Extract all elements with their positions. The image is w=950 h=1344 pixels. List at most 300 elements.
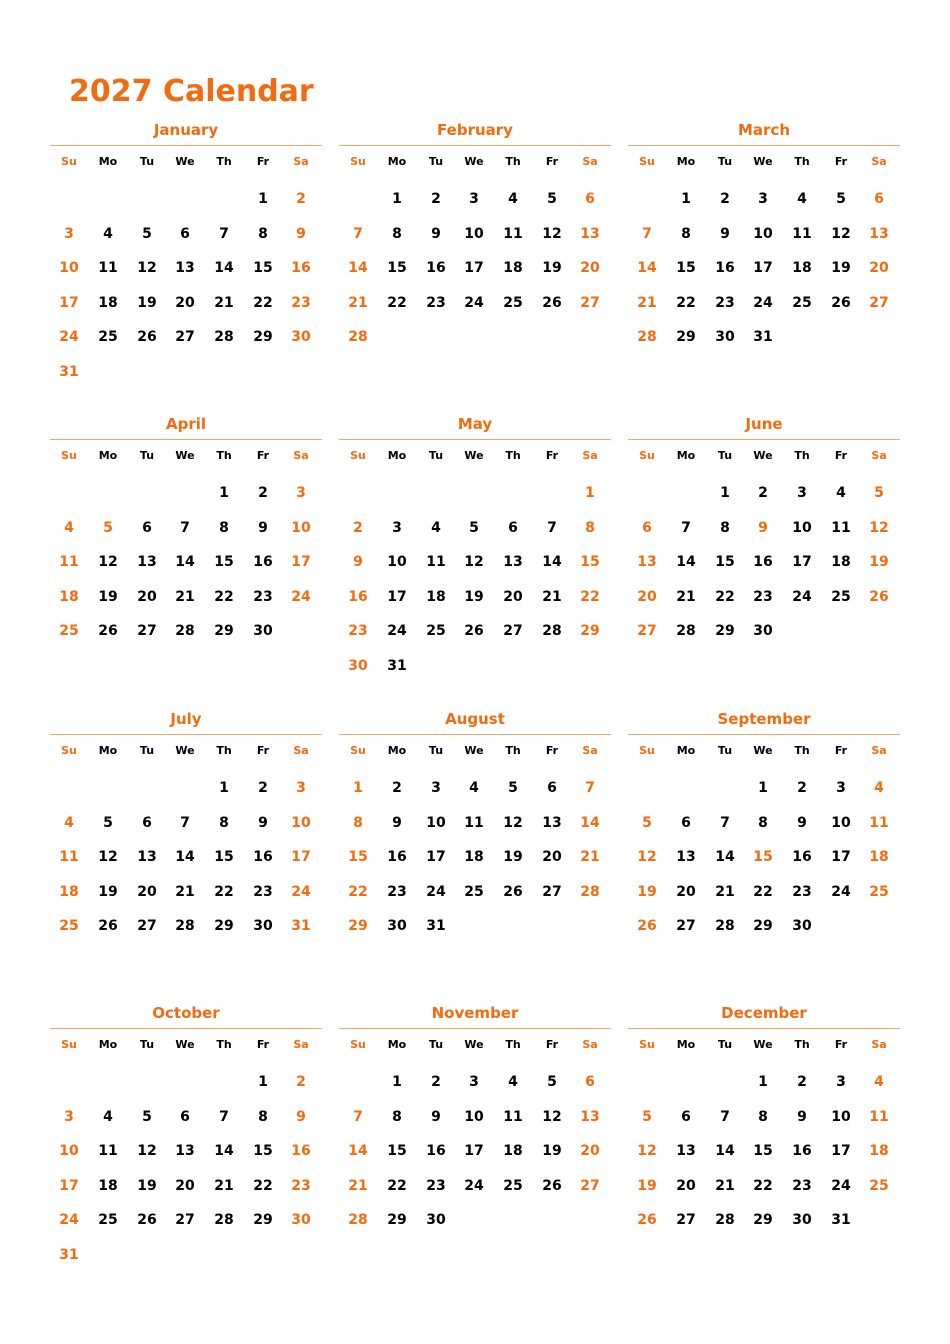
day-cell: 12 — [869, 519, 889, 536]
day-cell: 28 — [676, 623, 696, 639]
day-cell: 25 — [59, 918, 79, 934]
day-cell: 10 — [59, 1143, 79, 1159]
day-cell: 8 — [720, 519, 730, 536]
day-cell: 30 — [253, 918, 273, 934]
day-cell: 9 — [797, 1108, 807, 1125]
day-cell: 11 — [792, 225, 812, 242]
weekday-label: Fr — [545, 1038, 559, 1051]
day-cell: 11 — [464, 814, 484, 831]
day-cell: 17 — [59, 294, 79, 311]
day-cell: 9 — [258, 519, 268, 536]
day-cell: 17 — [464, 1143, 484, 1159]
day-cell: 6 — [681, 814, 691, 831]
day-cell: 31 — [59, 1246, 79, 1263]
weekday-label: We — [464, 155, 484, 168]
day-cell: 17 — [387, 588, 407, 605]
weekday-label: We — [753, 744, 773, 757]
day-cell: 20 — [869, 260, 889, 276]
month-divider — [50, 145, 322, 146]
day-cell: 19 — [98, 883, 118, 900]
day-cell: 10 — [831, 814, 851, 831]
day-cell: 20 — [137, 588, 157, 605]
day-cell: 14 — [676, 554, 696, 570]
day-cell: 18 — [59, 883, 79, 900]
day-cell: 28 — [715, 1212, 735, 1228]
day-cell: 18 — [503, 260, 523, 276]
day-cell: 5 — [469, 519, 479, 536]
day-cell: 13 — [542, 814, 562, 831]
day-cell: 27 — [869, 294, 889, 311]
day-cell: 20 — [175, 1177, 195, 1194]
day-cell: 7 — [720, 814, 730, 831]
day-cell: 23 — [792, 1177, 812, 1194]
day-cell: 8 — [392, 1108, 402, 1125]
day-cell: 4 — [64, 519, 74, 536]
day-cell: 20 — [503, 588, 523, 605]
month-june — [628, 412, 900, 682]
day-cell: 19 — [637, 1177, 657, 1194]
day-cell: 6 — [585, 191, 595, 207]
day-cell: 7 — [219, 225, 229, 242]
day-cell: 23 — [792, 883, 812, 900]
day-cell: 4 — [508, 1074, 518, 1090]
day-cell: 19 — [542, 1143, 562, 1159]
day-cell: 3 — [469, 1074, 479, 1090]
day-cell: 23 — [715, 294, 735, 311]
day-cell: 20 — [676, 1177, 696, 1194]
day-cell: 18 — [869, 1143, 889, 1159]
weekday-label: Tu — [139, 744, 155, 757]
day-cell: 8 — [258, 225, 268, 242]
weekday-label: Th — [505, 155, 521, 168]
day-cell: 29 — [253, 329, 273, 345]
weekday-label: Fr — [545, 744, 559, 757]
day-cell: 28 — [637, 329, 657, 345]
weekday-label: Tu — [717, 155, 733, 168]
day-cell: 30 — [253, 623, 273, 639]
day-cell: 2 — [258, 780, 268, 796]
day-cell: 26 — [869, 588, 889, 605]
day-cell: 23 — [291, 294, 311, 311]
day-cell: 15 — [387, 260, 407, 276]
day-cell: 14 — [348, 260, 368, 276]
day-cell: 26 — [542, 1177, 562, 1194]
day-cell: 4 — [508, 191, 518, 207]
day-cell: 21 — [676, 588, 696, 605]
day-cell: 14 — [715, 1143, 735, 1159]
day-cell: 10 — [291, 519, 311, 536]
weekday-label: Su — [61, 744, 77, 757]
day-cell: 29 — [676, 329, 696, 345]
day-cell: 20 — [580, 260, 600, 276]
day-cell: 8 — [758, 814, 768, 831]
weekday-label: Tu — [717, 1038, 733, 1051]
day-cell: 19 — [464, 588, 484, 605]
day-cell: 14 — [175, 554, 195, 570]
day-cell: 1 — [353, 780, 363, 796]
day-cell: 5 — [103, 519, 113, 536]
weekday-label: We — [464, 1038, 484, 1051]
day-cell: 29 — [753, 918, 773, 934]
day-cell: 25 — [831, 588, 851, 605]
day-cell: 6 — [180, 1108, 190, 1125]
day-cell: 28 — [542, 623, 562, 639]
day-cell: 29 — [580, 623, 600, 639]
day-cell: 20 — [637, 588, 657, 605]
day-cell: 31 — [59, 363, 79, 380]
day-cell: 1 — [258, 1074, 268, 1090]
day-cell: 23 — [387, 883, 407, 900]
day-cell: 29 — [753, 1212, 773, 1228]
month-february — [339, 118, 611, 388]
weekday-label: Fr — [545, 449, 559, 462]
day-cell: 5 — [642, 1108, 652, 1125]
day-cell: 16 — [387, 849, 407, 865]
day-cell: 4 — [64, 814, 74, 831]
month-january — [50, 118, 322, 388]
day-cell: 8 — [219, 814, 229, 831]
weekday-label: Th — [794, 1038, 810, 1051]
day-cell: 7 — [720, 1108, 730, 1125]
day-cell: 30 — [348, 657, 368, 674]
day-cell: 18 — [59, 588, 79, 605]
day-cell: 24 — [831, 1177, 851, 1194]
weekday-label: Mo — [387, 1038, 407, 1051]
day-cell: 30 — [291, 1212, 311, 1228]
day-cell: 1 — [219, 780, 229, 796]
day-cell: 4 — [103, 225, 113, 242]
day-cell: 6 — [142, 814, 152, 831]
day-cell: 26 — [831, 294, 851, 311]
month-name: January — [153, 121, 219, 139]
day-cell: 4 — [797, 191, 807, 207]
day-cell: 10 — [464, 1108, 484, 1125]
day-cell: 1 — [219, 485, 229, 501]
day-cell: 14 — [175, 849, 195, 865]
weekday-label: Sa — [582, 1038, 598, 1051]
day-cell: 5 — [547, 1074, 557, 1090]
day-cell: 3 — [64, 1108, 74, 1125]
day-cell: 19 — [831, 260, 851, 276]
day-cell: 9 — [431, 1108, 441, 1125]
day-cell: 27 — [542, 883, 562, 900]
day-cell: 17 — [291, 849, 311, 865]
day-cell: 12 — [503, 814, 523, 831]
day-cell: 8 — [681, 225, 691, 242]
day-cell: 20 — [542, 849, 562, 865]
day-cell: 21 — [175, 883, 195, 900]
day-cell: 2 — [353, 519, 363, 536]
day-cell: 28 — [214, 1212, 234, 1228]
day-cell: 3 — [758, 191, 768, 207]
weekday-label: Mo — [98, 1038, 118, 1051]
day-cell: 26 — [503, 883, 523, 900]
month-divider — [50, 439, 322, 440]
day-cell: 12 — [637, 1143, 657, 1159]
month-divider — [339, 734, 611, 735]
day-cell: 23 — [426, 1177, 446, 1194]
day-cell: 23 — [253, 883, 273, 900]
month-may — [339, 412, 611, 682]
month-april — [50, 412, 322, 682]
day-cell: 21 — [348, 294, 368, 311]
day-cell: 9 — [758, 519, 768, 536]
day-cell: 19 — [137, 294, 157, 311]
day-cell: 21 — [637, 294, 657, 311]
day-cell: 11 — [869, 1108, 889, 1125]
day-cell: 21 — [214, 294, 234, 311]
day-cell: 16 — [753, 554, 773, 570]
weekday-label: Sa — [293, 155, 309, 168]
day-cell: 23 — [291, 1177, 311, 1194]
day-cell: 3 — [64, 225, 74, 242]
day-cell: 13 — [580, 1108, 600, 1125]
day-cell: 27 — [637, 623, 657, 639]
day-cell: 11 — [98, 260, 118, 276]
day-cell: 9 — [797, 814, 807, 831]
day-cell: 22 — [715, 588, 735, 605]
month-divider — [628, 439, 900, 440]
day-cell: 25 — [869, 883, 889, 900]
day-cell: 28 — [348, 329, 368, 345]
day-cell: 9 — [258, 814, 268, 831]
day-cell: 5 — [836, 191, 846, 207]
day-cell: 26 — [542, 294, 562, 311]
weekday-label: Th — [794, 155, 810, 168]
weekday-label: We — [753, 1038, 773, 1051]
day-cell: 22 — [214, 883, 234, 900]
weekday-label: We — [464, 744, 484, 757]
day-cell: 6 — [874, 191, 884, 207]
day-cell: 25 — [869, 1177, 889, 1194]
day-cell: 16 — [253, 849, 273, 865]
day-cell: 6 — [508, 519, 518, 536]
day-cell: 6 — [180, 225, 190, 242]
day-cell: 3 — [836, 780, 846, 796]
day-cell: 25 — [426, 623, 446, 639]
day-cell: 7 — [180, 519, 190, 536]
day-cell: 5 — [142, 225, 152, 242]
day-cell: 15 — [753, 849, 773, 865]
weekday-label: Mo — [98, 155, 118, 168]
month-november — [339, 1001, 611, 1271]
day-cell: 20 — [580, 1143, 600, 1159]
day-cell: 4 — [103, 1108, 113, 1125]
day-cell: 14 — [348, 1143, 368, 1159]
weekday-label: Tu — [428, 155, 444, 168]
day-cell: 31 — [387, 657, 407, 674]
weekday-label: Fr — [834, 155, 848, 168]
day-cell: 18 — [98, 1177, 118, 1194]
weekday-label: Mo — [676, 744, 696, 757]
day-cell: 23 — [426, 294, 446, 311]
day-cell: 23 — [253, 588, 273, 605]
day-cell: 13 — [503, 554, 523, 570]
day-cell: 9 — [392, 814, 402, 831]
weekday-label: Su — [639, 1038, 655, 1051]
month-divider — [50, 734, 322, 735]
day-cell: 5 — [874, 485, 884, 501]
day-cell: 6 — [681, 1108, 691, 1125]
day-cell: 15 — [348, 849, 368, 865]
day-cell: 25 — [792, 294, 812, 311]
day-cell: 2 — [797, 780, 807, 796]
weekday-label: Sa — [582, 449, 598, 462]
day-cell: 24 — [464, 294, 484, 311]
day-cell: 7 — [547, 519, 557, 536]
day-cell: 25 — [98, 329, 118, 345]
day-cell: 16 — [426, 260, 446, 276]
day-cell: 1 — [258, 191, 268, 207]
weekday-label: We — [175, 449, 195, 462]
day-cell: 16 — [792, 1143, 812, 1159]
day-cell: 2 — [431, 1074, 441, 1090]
day-cell: 15 — [676, 260, 696, 276]
day-cell: 22 — [387, 294, 407, 311]
day-cell: 26 — [637, 1212, 657, 1228]
weekday-label: Sa — [871, 155, 887, 168]
day-cell: 17 — [831, 1143, 851, 1159]
day-cell: 29 — [715, 623, 735, 639]
weekday-label: Mo — [98, 744, 118, 757]
day-cell: 18 — [426, 588, 446, 605]
weekday-label: We — [464, 449, 484, 462]
day-cell: 31 — [753, 329, 773, 345]
weekday-label: Mo — [676, 449, 696, 462]
day-cell: 9 — [353, 554, 363, 570]
day-cell: 22 — [753, 1177, 773, 1194]
month-name: April — [165, 415, 207, 433]
day-cell: 12 — [137, 1143, 157, 1159]
day-cell: 14 — [214, 1143, 234, 1159]
day-cell: 5 — [547, 191, 557, 207]
day-cell: 31 — [291, 918, 311, 934]
day-cell: 9 — [296, 1108, 306, 1125]
day-cell: 20 — [137, 883, 157, 900]
day-cell: 28 — [175, 918, 195, 934]
day-cell: 18 — [792, 260, 812, 276]
day-cell: 28 — [214, 329, 234, 345]
day-cell: 11 — [426, 554, 446, 570]
day-cell: 8 — [219, 519, 229, 536]
day-cell: 12 — [542, 225, 562, 242]
weekday-label: Th — [505, 744, 521, 757]
weekday-label: Sa — [293, 1038, 309, 1051]
day-cell: 2 — [431, 191, 441, 207]
day-cell: 25 — [503, 294, 523, 311]
day-cell: 17 — [291, 554, 311, 570]
day-cell: 22 — [214, 588, 234, 605]
month-name: July — [170, 710, 202, 728]
day-cell: 20 — [175, 294, 195, 311]
day-cell: 17 — [831, 849, 851, 865]
day-cell: 4 — [431, 519, 441, 536]
day-cell: 30 — [753, 623, 773, 639]
day-cell: 7 — [642, 225, 652, 242]
day-cell: 13 — [869, 225, 889, 242]
day-cell: 22 — [387, 1177, 407, 1194]
day-cell: 29 — [253, 1212, 273, 1228]
day-cell: 8 — [585, 519, 595, 536]
weekday-label: Fr — [256, 449, 270, 462]
day-cell: 31 — [831, 1212, 851, 1228]
day-cell: 25 — [98, 1212, 118, 1228]
weekday-label: Fr — [256, 744, 270, 757]
day-cell: 18 — [869, 849, 889, 865]
day-cell: 12 — [831, 225, 851, 242]
day-cell: 8 — [353, 814, 363, 831]
day-cell: 23 — [753, 588, 773, 605]
day-cell: 21 — [715, 1177, 735, 1194]
weekday-label: Tu — [428, 449, 444, 462]
day-cell: 14 — [214, 260, 234, 276]
day-cell: 8 — [758, 1108, 768, 1125]
day-cell: 17 — [426, 849, 446, 865]
day-cell: 22 — [580, 588, 600, 605]
day-cell: 2 — [758, 485, 768, 501]
month-september — [628, 707, 900, 977]
day-cell: 17 — [792, 554, 812, 570]
month-name: February — [437, 121, 513, 139]
weekday-label: Th — [216, 155, 232, 168]
day-cell: 7 — [219, 1108, 229, 1125]
day-cell: 19 — [137, 1177, 157, 1194]
day-cell: 4 — [874, 1074, 884, 1090]
day-cell: 19 — [98, 588, 118, 605]
day-cell: 27 — [175, 1212, 195, 1228]
day-cell: 24 — [59, 1212, 79, 1228]
weekday-label: Fr — [256, 155, 270, 168]
day-cell: 27 — [580, 294, 600, 311]
day-cell: 10 — [59, 260, 79, 276]
day-cell: 30 — [792, 1212, 812, 1228]
day-cell: 29 — [387, 1212, 407, 1228]
day-cell: 25 — [59, 623, 79, 639]
day-cell: 17 — [464, 260, 484, 276]
day-cell: 28 — [715, 918, 735, 934]
day-cell: 13 — [137, 849, 157, 865]
day-cell: 26 — [98, 918, 118, 934]
weekday-label: Tu — [428, 1038, 444, 1051]
day-cell: 25 — [464, 883, 484, 900]
weekday-label: We — [175, 1038, 195, 1051]
day-cell: 16 — [291, 260, 311, 276]
day-cell: 13 — [175, 260, 195, 276]
month-december — [628, 1001, 900, 1271]
day-cell: 11 — [831, 519, 851, 536]
day-cell: 1 — [720, 485, 730, 501]
day-cell: 7 — [353, 1108, 363, 1125]
weekday-label: Sa — [871, 449, 887, 462]
day-cell: 3 — [392, 519, 402, 536]
month-name: May — [457, 415, 493, 433]
weekday-label: We — [175, 744, 195, 757]
day-cell: 24 — [387, 623, 407, 639]
weekday-label: Th — [794, 449, 810, 462]
day-cell: 27 — [137, 623, 157, 639]
day-cell: 8 — [258, 1108, 268, 1125]
month-divider — [50, 1028, 322, 1029]
day-cell: 11 — [503, 225, 523, 242]
day-cell: 26 — [137, 1212, 157, 1228]
day-cell: 11 — [59, 849, 79, 865]
day-cell: 6 — [547, 780, 557, 796]
day-cell: 18 — [98, 294, 118, 311]
month-july — [50, 707, 322, 977]
weekday-label: Su — [639, 155, 655, 168]
day-cell: 15 — [580, 554, 600, 570]
day-cell: 13 — [676, 1143, 696, 1159]
